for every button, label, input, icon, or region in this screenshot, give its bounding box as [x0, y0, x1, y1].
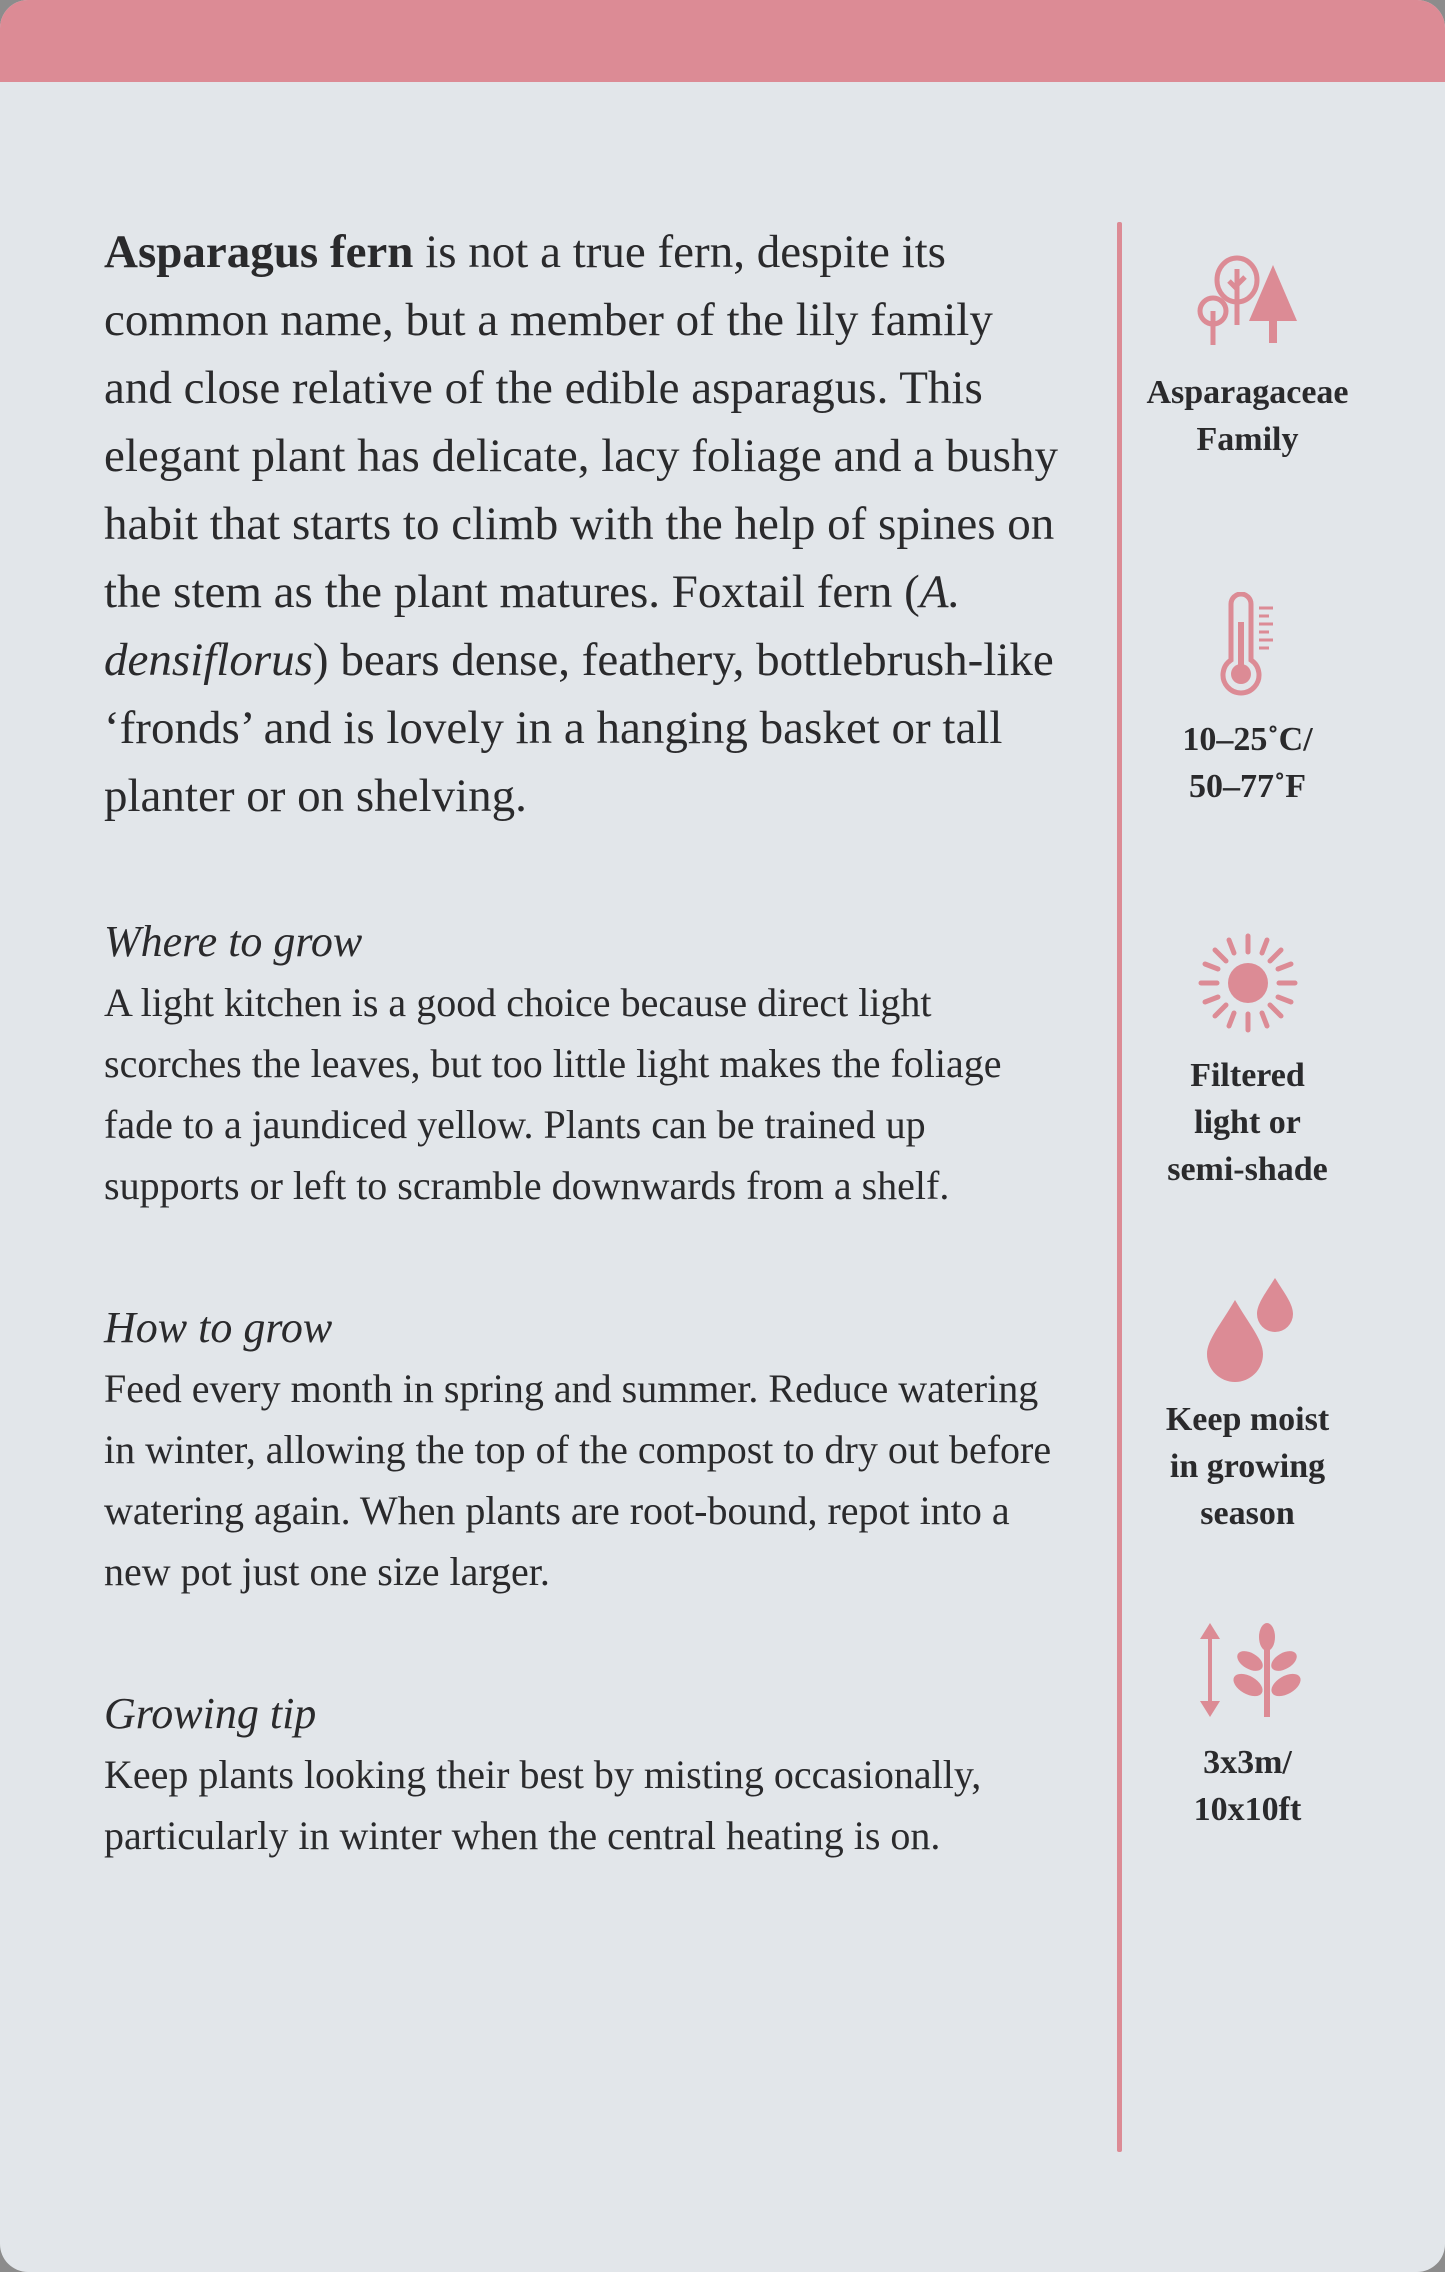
intro-text-part-2: ) bears dense, feathery, bottlebrush-like ‘fronds’ and is lovely in a hanging basket or tall planter or on shelving. — [104, 634, 1054, 822]
family-label: Asparagaceae Family — [1146, 374, 1349, 458]
size-label: 3x3m/ 10x10ft — [1193, 1744, 1302, 1828]
intro-text-part-1: is not a true fern, despite its common name, but a member of the lily family and close relative of the edible asparagus. This elegant plant has delicate, lacy foliage and a bushy habit that starts to climb with the help of spines on the stem as the plant matures. Foxtail fern ( — [104, 226, 1058, 618]
water-drops-icon — [1193, 1272, 1303, 1382]
section-body: Keep plants looking their best by misting occasionally, particularly in winter when the central heating is on. — [104, 1752, 982, 1858]
section-heading: How to grow — [104, 1303, 333, 1352]
section-growing-tip — [104, 1684, 1064, 1866]
section-heading: Where to grow — [104, 917, 363, 966]
thermometer-icon — [1213, 592, 1283, 702]
main-text-column — [104, 218, 1064, 1866]
section-where-to-grow — [104, 912, 1064, 1216]
temperature-label: 10–25˚C/ 50–77˚F — [1182, 721, 1313, 805]
water-info — [1130, 1272, 1365, 1537]
plant-name: Asparagus fern — [104, 226, 414, 278]
latin-name: A. densiflorus — [104, 566, 961, 686]
sun-icon — [1193, 928, 1303, 1038]
section-body: Feed every month in spring and summer. Reduce watering in winter, allowing the top of the compost to dry out before watering again. When plants are root-bound, repot into a new pot just one size larger. — [104, 1366, 1052, 1594]
vertical-divider — [1117, 222, 1122, 2152]
light-label: Filtered light or semi-shade — [1167, 1057, 1328, 1188]
section-heading: Growing tip — [104, 1689, 317, 1738]
intro-paragraph — [104, 218, 1064, 830]
light-info — [1130, 928, 1365, 1193]
plant-height-icon — [1188, 1615, 1308, 1725]
trees-icon — [1193, 255, 1303, 355]
top-color-band — [0, 0, 1445, 82]
section-how-to-grow — [104, 1298, 1064, 1602]
water-label: Keep moist in growing season — [1165, 1401, 1330, 1532]
temperature-info — [1130, 592, 1365, 810]
size-info — [1130, 1615, 1365, 1833]
family-info — [1130, 255, 1365, 463]
section-body: A light kitchen is a good choice because direct light scorches the leaves, but too little light makes the foliage fade to a jaundiced yellow. Plants can be trained up supports or left to scramble downwards from a shelf. — [104, 980, 1002, 1208]
